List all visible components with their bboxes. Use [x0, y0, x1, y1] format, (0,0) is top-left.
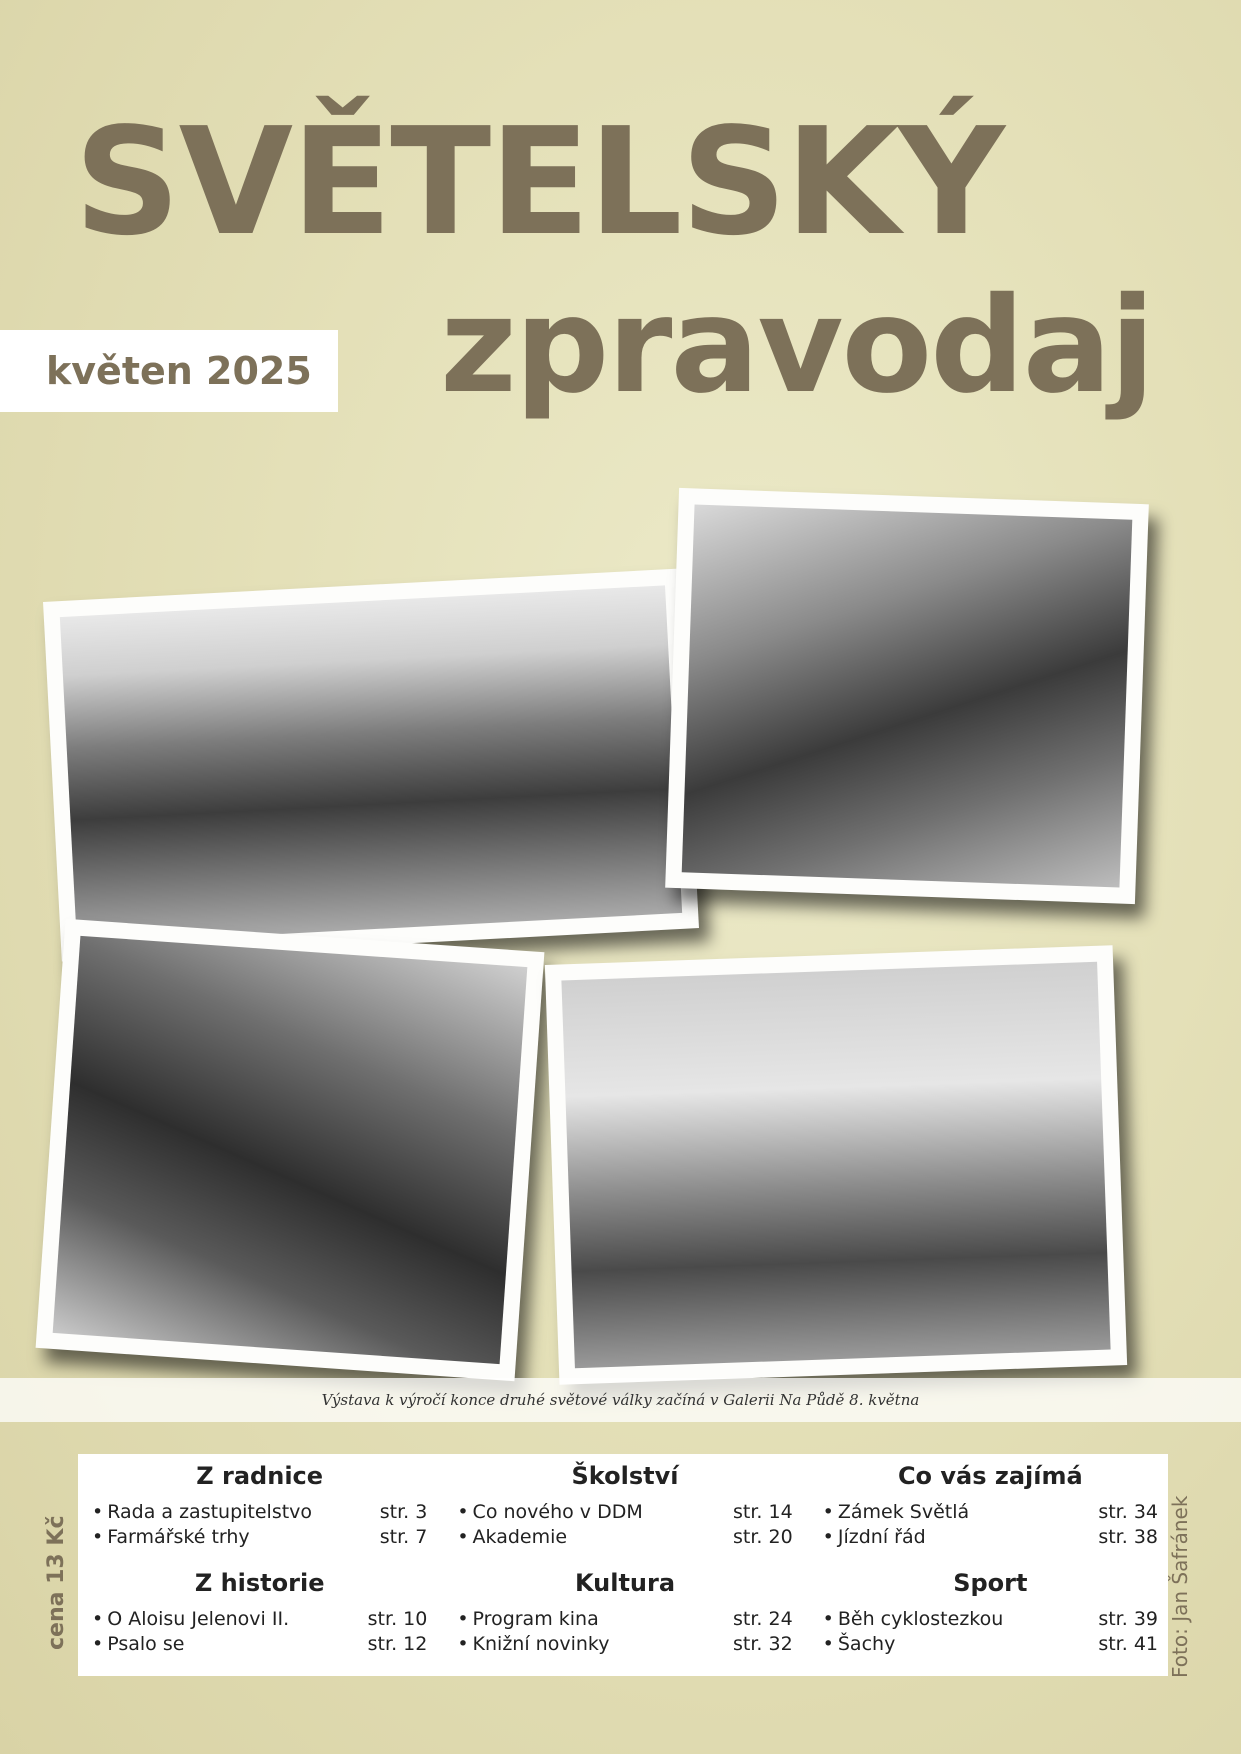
- price-label: cena 13 Kč: [44, 1515, 69, 1650]
- photo-image: [682, 504, 1133, 887]
- toc-item-page: str. 12: [367, 1633, 428, 1655]
- toc-item-name: • Jízdní řád: [823, 1525, 926, 1550]
- photo-credit: Foto: Jan Šafránek: [1168, 1495, 1192, 1678]
- toc-section-title: Kultura: [574, 1569, 676, 1597]
- toc-item-name: • Zámek Světlá: [823, 1500, 969, 1525]
- toc-item-name: • Farmářské trhy: [92, 1525, 250, 1550]
- toc-item-name: • Běh cyklostezkou: [823, 1607, 1004, 1632]
- girls-soldiers-photo: [36, 919, 545, 1381]
- toc-section-title: Sport: [953, 1569, 1028, 1597]
- toc-section: [823, 1565, 1158, 1672]
- caption-text: Výstava k výročí konce druhé světové války začíná v Galerii Na Půdě 8. května: [321, 1391, 920, 1409]
- toc-item[interactable]: [823, 1525, 1158, 1550]
- toc-section-title: Z historie: [194, 1569, 325, 1597]
- toc-section: [457, 1565, 792, 1672]
- photo-caption: [0, 1378, 1241, 1422]
- toc-item-page: str. 3: [379, 1501, 428, 1523]
- toc-section: [457, 1458, 792, 1565]
- toc-item-name: • Šachy: [823, 1632, 896, 1657]
- toc-section: [92, 1565, 427, 1672]
- toc-item[interactable]: [457, 1632, 792, 1657]
- toc-item-page: str. 10: [367, 1608, 428, 1630]
- issue-date: [0, 330, 338, 412]
- toc-item-page: str. 41: [1098, 1633, 1158, 1655]
- toc-item[interactable]: [92, 1632, 427, 1657]
- toc-section: [92, 1458, 427, 1565]
- toc-section-title: Z radnice: [196, 1462, 324, 1490]
- toc-item-name: • Psalo se: [92, 1632, 184, 1657]
- toc-item-page: str. 34: [1098, 1501, 1158, 1523]
- town-square-photo: [43, 569, 699, 962]
- toc-item-page: str. 24: [732, 1608, 793, 1630]
- photo-image: [60, 585, 682, 944]
- toc-item[interactable]: [92, 1525, 427, 1550]
- toc-item-page: str. 7: [379, 1526, 428, 1548]
- photo-image: [561, 962, 1110, 1368]
- table-of-contents: [78, 1454, 1168, 1676]
- photo-image: [53, 936, 528, 1364]
- toc-item[interactable]: [457, 1525, 792, 1550]
- toc-item-page: str. 32: [732, 1633, 793, 1655]
- toc-item[interactable]: [457, 1607, 792, 1632]
- toc-item[interactable]: [823, 1500, 1158, 1525]
- masthead-subtitle: zpravodaj: [440, 269, 1154, 423]
- toc-item[interactable]: [92, 1500, 427, 1525]
- toc-item[interactable]: [457, 1500, 792, 1525]
- toc-item-name: • Program kina: [457, 1607, 598, 1632]
- soldiers-cart-photo: [665, 488, 1149, 904]
- toc-section-title: Školství: [571, 1462, 679, 1490]
- toc-item[interactable]: [92, 1607, 427, 1632]
- toc-item-page: str. 39: [1098, 1608, 1158, 1630]
- toc-item-page: str. 38: [1098, 1526, 1158, 1548]
- toc-item[interactable]: [823, 1632, 1158, 1657]
- toc-section: [823, 1458, 1158, 1565]
- tank-street-photo: [545, 945, 1127, 1385]
- toc-item[interactable]: [823, 1607, 1158, 1632]
- toc-item-name: • Akademie: [457, 1525, 567, 1550]
- masthead-title: SVĚTELSKÝ: [74, 96, 1004, 268]
- toc-section-title: Co vás zajímá: [897, 1462, 1083, 1490]
- toc-item-page: str. 20: [732, 1526, 793, 1548]
- toc-item-name: • O Aloisu Jelenovi II.: [92, 1607, 289, 1632]
- toc-item-name: • Rada a zastupitelstvo: [92, 1500, 312, 1525]
- toc-item-name: • Knižní novinky: [457, 1632, 609, 1657]
- toc-item-name: • Co nového v DDM: [457, 1500, 642, 1525]
- issue-date-text: květen 2025: [46, 349, 312, 393]
- toc-item-page: str. 14: [732, 1501, 793, 1523]
